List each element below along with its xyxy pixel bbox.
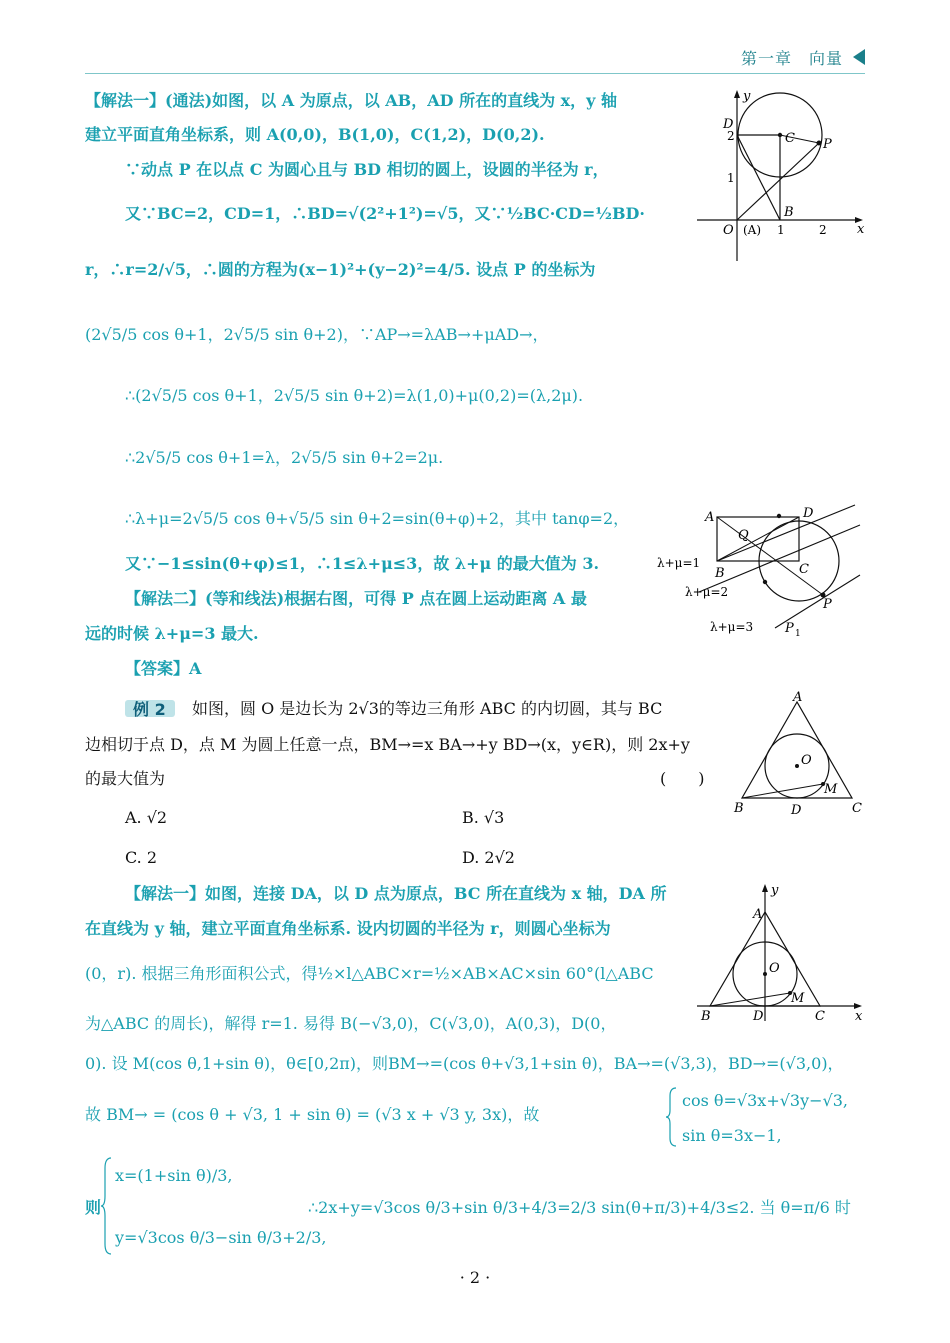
system-brace-1 bbox=[666, 1086, 678, 1148]
fig2-label-sum2: λ+μ=2 bbox=[685, 585, 729, 599]
sol1-line-5: r，∴r=2/√5，∴圆的方程为(x−1)²+(y−2)²=4/5. 设点 P 的坐标为 bbox=[85, 260, 596, 279]
fig3-point-o bbox=[795, 764, 799, 768]
fig4-label-x: x bbox=[855, 1009, 863, 1024]
fig2-diagonal bbox=[717, 517, 799, 561]
fig4-y-arrow-icon bbox=[762, 884, 768, 892]
sol2-line-5: 0). 设 M(cos θ,1+sin θ)，θ∈[0,2π)，则BM→=(cos θ+√3,1+sin θ)，BA→=(√3,3)，BD→=(√3,0)， bbox=[85, 1054, 844, 1073]
page-header bbox=[85, 44, 865, 74]
answer-paren: ( ) bbox=[660, 769, 705, 788]
fig4-label-c: C bbox=[815, 1009, 825, 1024]
option-b[interactable]: B. √3 bbox=[462, 808, 505, 827]
fig1-segment-bd bbox=[737, 135, 780, 220]
example2-line-3: 的最大值为 bbox=[85, 769, 166, 788]
sol1-line-8: ∴2√5/5 cos θ+1=λ，2√5/5 sin θ+2=2μ. bbox=[125, 448, 444, 467]
fig2-point-q bbox=[763, 580, 767, 584]
fig2-label-c: C bbox=[799, 562, 809, 577]
system-2-eq-2: y=√3cos θ/3−sin θ/3+2/3, bbox=[115, 1228, 327, 1247]
fig4-label-y: y bbox=[771, 883, 779, 898]
fig2-label-p1-sub: 1 bbox=[795, 629, 801, 639]
sol2-line-1: 【解法一】如图，连接 DA，以 D 点为原点，BC 所在直线为 x 轴，DA 所 bbox=[125, 884, 667, 903]
fig4-label-d: D bbox=[753, 1009, 764, 1024]
fig1-label-o: O bbox=[723, 223, 734, 238]
sol1-line-7: ∴(2√5/5 cos θ+1，2√5/5 sin θ+2)=λ(1,0)+μ(0,2)=(λ,2μ). bbox=[125, 386, 584, 405]
fig1-y-arrow-icon bbox=[734, 90, 740, 98]
fig1-label-c: C bbox=[785, 131, 795, 146]
fig1-label-p: P bbox=[823, 137, 832, 152]
fig1-point-c bbox=[778, 133, 782, 137]
fig4-label-b: B bbox=[701, 1009, 711, 1024]
fig2-label-a: A bbox=[705, 510, 715, 525]
sol2-tail: ∴2x+y=√3cos θ/3+sin θ/3+4/3=2/3 sin(θ+π/3)+4/3≤2. 当 θ=π/6 时 bbox=[308, 1198, 851, 1217]
system-2-eq-1: x=(1+sin θ)/3, bbox=[115, 1166, 233, 1185]
ze-label: 则 bbox=[85, 1198, 102, 1217]
fig3-label-b: B bbox=[734, 801, 744, 816]
figure-coordinate-circle bbox=[695, 86, 870, 266]
example2-line-1: 如图，圆 O 是边长为 2√3的等边三角形 ABC 的内切圆，其与 BC bbox=[192, 699, 663, 718]
answer-label: 【答案】A bbox=[125, 659, 202, 678]
sol1-line-3: ∵动点 P 在以点 C 为圆心且与 BD 相切的圆上，设圆的半径为 r， bbox=[125, 160, 609, 179]
fig3-label-a: A bbox=[793, 690, 803, 705]
sol1-line-4: 又∵BC=2，CD=1，∴BD=√(2²+1²)=√5，又∵½BC·CD=½BD· bbox=[125, 204, 645, 223]
example2-line-2: 边相切于点 D，点 M 为圆上任意一点，BM→=x BA→+y BD→(x，y∈R)，则 2x+y bbox=[85, 735, 690, 754]
fig1-segment-ap bbox=[737, 143, 819, 220]
sol1-line-1: 【解法一】(通法)如图，以 A 为原点，以 AB，AD 所在的直线为 x，y 轴 bbox=[85, 91, 618, 110]
fig4-label-o: O bbox=[769, 961, 780, 976]
figure-incircle-triangle bbox=[730, 690, 870, 820]
system-brace-2 bbox=[101, 1156, 113, 1256]
chapter-title: 第一章 向量 bbox=[740, 49, 843, 68]
fig3-label-d: D bbox=[791, 803, 802, 818]
fig2-point-top bbox=[777, 514, 781, 518]
sol1-line-11: 【解法二】(等和线法)根据右图，可得 P 点在圆上运动距离 A 最 bbox=[125, 589, 587, 608]
fig4-segment-bm bbox=[710, 993, 790, 1006]
fig1-label-a: (A) bbox=[743, 223, 762, 237]
option-d[interactable]: D. 2√2 bbox=[462, 848, 515, 867]
header-divider bbox=[85, 73, 865, 74]
fig1-tick-y1: 1 bbox=[727, 171, 735, 185]
fig2-label-q: Q bbox=[738, 528, 749, 543]
triangle-marker-icon bbox=[853, 49, 865, 65]
fig2-label-d: D bbox=[803, 506, 814, 521]
fig1-tick-x1: 1 bbox=[777, 223, 785, 237]
fig1-tick-x2: 2 bbox=[819, 223, 827, 237]
sol2-line-3: (0，r). 根据三角形面积公式，得½×l△ABC×r=½×AB×AC×sin 60°(l△ABC bbox=[85, 964, 654, 983]
fig2-label-p: P bbox=[823, 597, 832, 612]
sol1-line-6: (2√5/5 cos θ+1，2√5/5 sin θ+2)，∵AP→=λAB→+μAD→， bbox=[85, 325, 549, 344]
fig4-label-m: M bbox=[791, 991, 805, 1006]
fig1-label-x: x bbox=[857, 222, 865, 237]
fig2-label-sum3: λ+μ=3 bbox=[710, 620, 754, 634]
fig1-tick-y2: 2 bbox=[727, 129, 735, 143]
fig1-label-b: B bbox=[784, 205, 794, 220]
figure-incircle-coordinate bbox=[695, 876, 870, 1026]
fig1-label-d: D bbox=[723, 117, 734, 132]
sol1-line-12: 远的时候 λ+μ=3 最大. bbox=[85, 624, 259, 643]
sol1-line-2: 建立平面直角坐标系，则 A(0,0)，B(1,0)，C(1,2)，D(0,2). bbox=[85, 125, 545, 144]
fig4-point-o bbox=[763, 972, 767, 976]
fig1-label-y: y bbox=[743, 89, 751, 104]
fig2-label-sum1: λ+μ=1 bbox=[657, 556, 701, 570]
sol1-line-9: ∴λ+μ=2√5/5 cos θ+√5/5 sin θ+2=sin(θ+φ)+2，其中 tanφ=2， bbox=[125, 509, 630, 528]
fig3-segment-bm bbox=[742, 784, 823, 798]
fig2-label-p1: P bbox=[785, 621, 794, 636]
option-c[interactable]: C. 2 bbox=[125, 848, 158, 867]
fig2-label-b: B bbox=[715, 566, 725, 581]
fig3-label-o: O bbox=[801, 753, 812, 768]
fig4-label-a: A bbox=[753, 907, 763, 922]
sol2-line-6: 故 BM→ = (cos θ + √3, 1 + sin θ) = (√3 x + √3 y, 3x)，故 bbox=[85, 1105, 540, 1124]
figure-equal-sum-lines bbox=[655, 500, 865, 645]
system-1-eq-1: cos θ=√3x+√3y−√3, bbox=[682, 1091, 849, 1110]
sol2-line-2: 在直线为 y 轴，建立平面直角坐标系. 设内切圆的半径为 r，则圆心坐标为 bbox=[85, 919, 611, 938]
sol1-line-10: 又∵−1≤sin(θ+φ)≤1，∴1≤λ+μ≤3，故 λ+μ 的最大值为 3. bbox=[125, 554, 600, 573]
option-a[interactable]: A. √2 bbox=[125, 808, 168, 827]
fig1-point-p bbox=[817, 141, 822, 146]
fig3-label-m: M bbox=[824, 782, 838, 797]
sol2-line-4: 为△ABC 的周长)，解得 r=1. 易得 B(−√3,0)，C(√3,0)，A(0,3)，D(0， bbox=[85, 1014, 617, 1033]
fig3-label-c: C bbox=[852, 801, 862, 816]
system-1-eq-2: sin θ=3x−1, bbox=[682, 1126, 782, 1145]
example-badge bbox=[125, 697, 175, 719]
page-number: · 2 · bbox=[459, 1268, 491, 1287]
fig2-segment-ap bbox=[717, 517, 823, 595]
example-badge-label: 例 2 bbox=[133, 700, 166, 719]
